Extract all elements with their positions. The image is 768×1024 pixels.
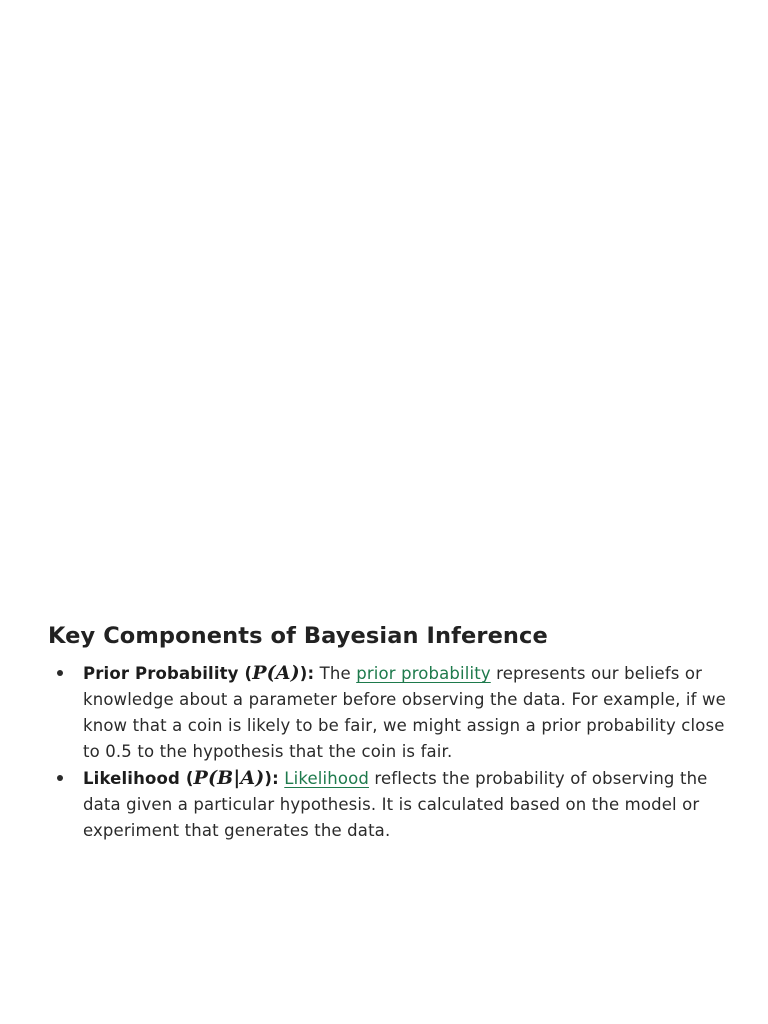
math-prior: P(A) (252, 662, 300, 684)
term-label: Prior Probability (83, 664, 239, 683)
section-heading: Key Components of Bayesian Inference (48, 623, 548, 649)
term-likelihood: Likelihood (P(B|A)): (83, 767, 279, 789)
list-item-likelihood (48, 765, 728, 844)
term-label: Likelihood (83, 769, 180, 788)
bayesian-components-section (48, 620, 728, 844)
components-list (48, 660, 728, 844)
description-text: represents our beliefs or knowledge about a parameter before observing the data. For example, if we know that a coin is likely to be fair, we might assign a prior probability close to 0.5 to the hypothesis that the coin is fair. (83, 664, 726, 761)
description-text: reflects the probability of observing the data given a particular hypothesis. It is calculated based on the model or experiment that generates the data. (83, 769, 708, 840)
bullet-icon (57, 670, 63, 676)
bullet-icon (57, 775, 63, 781)
list-item-prior-probability (48, 660, 728, 765)
likelihood-link[interactable]: Likelihood (284, 769, 369, 788)
math-likelihood: P(B|A) (193, 767, 265, 789)
prior-probability-link[interactable]: prior probability (356, 664, 491, 683)
term-prior-probability: Prior Probability (P(A)): (83, 662, 315, 684)
intro-text: The (319, 664, 351, 683)
